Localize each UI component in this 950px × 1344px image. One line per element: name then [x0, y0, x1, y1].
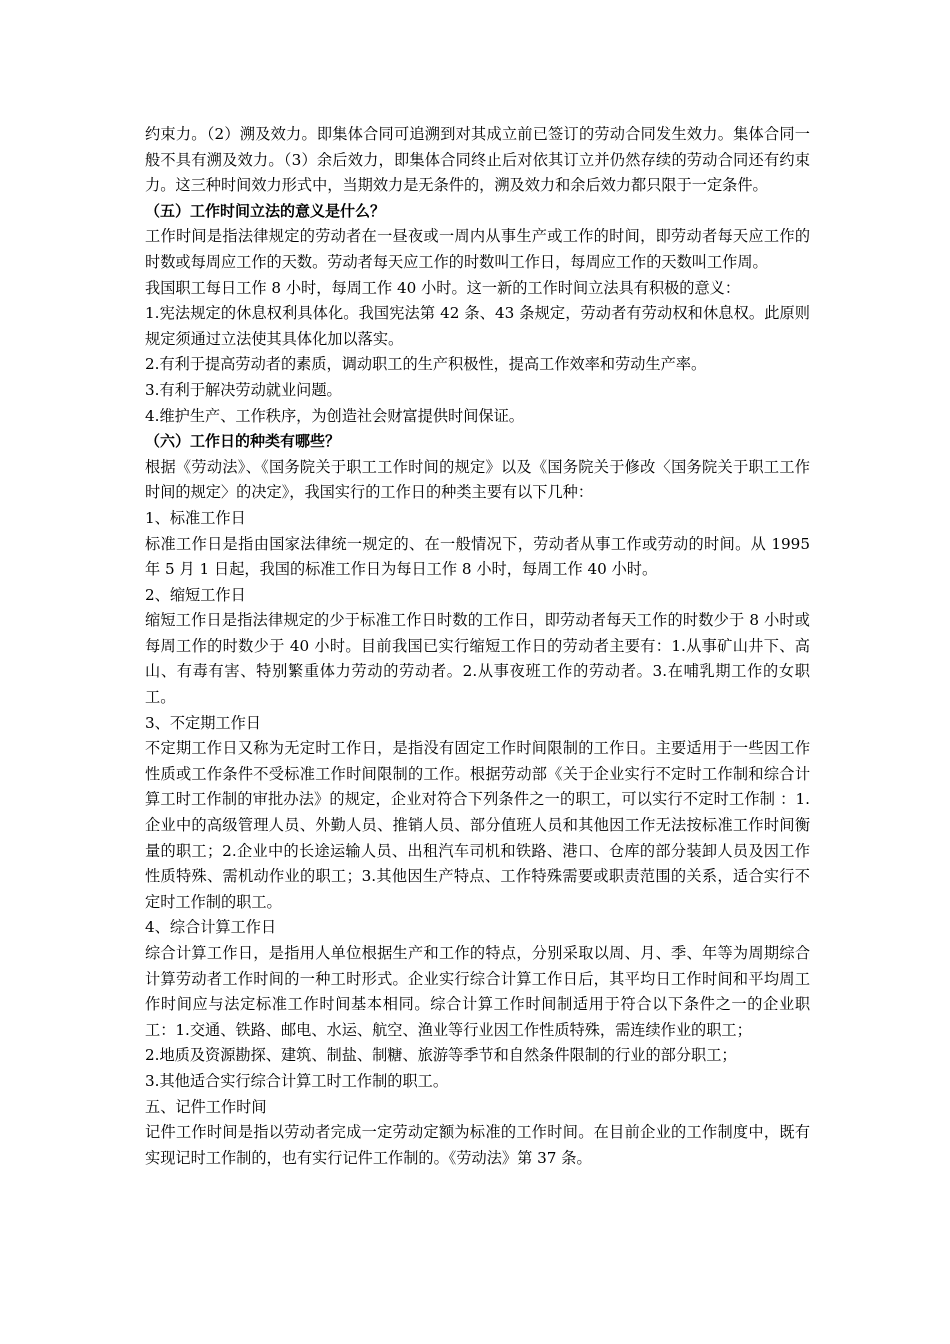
paragraph-comprehensive-workday: 综合计算工作日，是指用人单位根据生产和工作的特点，分别采取以周、月、季、年等为周期综合计算劳动者工作时间的一种工时形式。企业实行综合计算工作日后，其平均日工作时间和平均周工作时间应与法定标准工作时间基本相同。综合计算工作时间制适用于符合以下条件之一的企业职工：1.交通、铁路、邮电、水运、航空、渔业等行业因工作性质特殊，需连续作业的职工；: [145, 944, 810, 1039]
list-item-4: 4.维护生产、工作秩序，为创造社会财富提供时间保证。: [145, 406, 524, 425]
paragraph-shortened-workday: 缩短工作日是指法律规定的少于标准工作日时数的工作日，即劳动者每天工作的时数少于 8 小时或每周工作的时数少于 40 小时。目前我国已实行缩短工作日的劳动者主要有：1.从事矿山井下、高山、有毒有害、特别繁重体力劳动的劳动者。2.从事夜班工作的劳动者。3.在哺乳期工作的女职工。: [145, 611, 810, 707]
subheading-standard-workday: 1、标准工作日: [145, 508, 246, 527]
list-item-1: 1.宪法规定的休息权利具体化。我国宪法第 42 条、43 条规定，劳动者有劳动权和休息权。此原则规定须通过立法使其具体化加以落实。: [145, 304, 810, 348]
subheading-flexible-workday: 3、不定期工作日: [145, 713, 261, 732]
list-item-comprehensive-2: 2.地质及资源勘探、建筑、制盐、制糖、旅游等季节和自然条件限制的行业的部分职工；: [145, 1046, 737, 1065]
document-page: [145, 122, 810, 1171]
paragraph-standard-workday: 标准工作日是指由国家法律统一规定的、在一般情况下，劳动者从事工作或劳动的时间。从 1995 年 5 月 1 日起，我国的标准工作日为每日工作 8 小时，每周工作 40 小时。: [145, 534, 810, 579]
paragraph-piecework-time: 记件工作时间是指以劳动者完成一定劳动定额为标准的工作时间。在目前企业的工作制度中，既有实现记时工作制的，也有实行记件工作制的。《劳动法》第 37 条。: [145, 1123, 810, 1167]
subheading-piecework-time: 五、记件工作时间: [145, 1097, 267, 1116]
paragraph-collective-contract-effect: 约束力。（2）溯及效力。即集体合同可追溯到对其成立前已签订的劳动合同发生效力。集体合同一般不具有溯及效力。（3）余后效力，即集体合同终止后对依其订立并仍然存续的劳动合同还有约束力。这三种时间效力形式中，当期效力是无条件的，溯及效力和余后效力都只限于一定条件。: [145, 125, 810, 195]
heading-section-5: （五）工作时间立法的意义是什么？: [145, 201, 386, 220]
list-item-3: 3.有利于解决劳动就业问题。: [145, 380, 342, 399]
paragraph-flexible-workday: 不定期工作日又称为无定时工作日，是指没有固定工作时间限制的工作日。主要适用于一些因工作性质或工作条件不受标准工作时间限制的工作。根据劳动部《关于企业实行不定时工作制和综合计算工时工作制的审批办法》的规定，企业对符合下列条件之一的职工，可以实行不定时工作制 ：1.企业中的高级管理人员、外勤人员、推销人员、部分值班人员和其他因工作无法按标准工作时间衡量的职工；2.企业中的长途运输人员、出租汽车司机和铁路、港口、仓库的部分装卸人员及因工作性质特殊、需机动作业的职工；3.其他因生产特点、工作特殊需要或职责范围的关系，适合实行不定时工作制的职工。: [145, 739, 810, 911]
list-item-comprehensive-3: 3.其他适合实行综合计算工时工作制的职工。: [145, 1071, 449, 1090]
list-item-2: 2.有利于提高劳动者的素质，调动职工的生产积极性，提高工作效率和劳动生产率。: [145, 355, 707, 374]
heading-section-6: （六）工作日的种类有哪些？: [145, 432, 341, 451]
subheading-shortened-workday: 2、缩短工作日: [145, 585, 246, 604]
paragraph-working-hours-law: 我国职工每日工作 8 小时，每周工作 40 小时。这一新的工作时间立法具有积极的意义：: [145, 278, 741, 297]
paragraph-workday-types-intro: 根据《劳动法》、《国务院关于职工工作时间的规定》以及《国务院关于修改〈国务院关于职工工作时间的规定〉的决定》，我国实行的工作日的种类主要有以下几种：: [145, 457, 810, 502]
paragraph-working-time-definition: 工作时间是指法律规定的劳动者在一昼夜或一周内从事生产或工作的时间，即劳动者每天应工作的时数或每周应工作的天数。劳动者每天应工作的时数叫工作日，每周应工作的天数叫工作周。: [145, 227, 810, 271]
subheading-comprehensive-workday: 4、综合计算工作日: [145, 918, 277, 937]
